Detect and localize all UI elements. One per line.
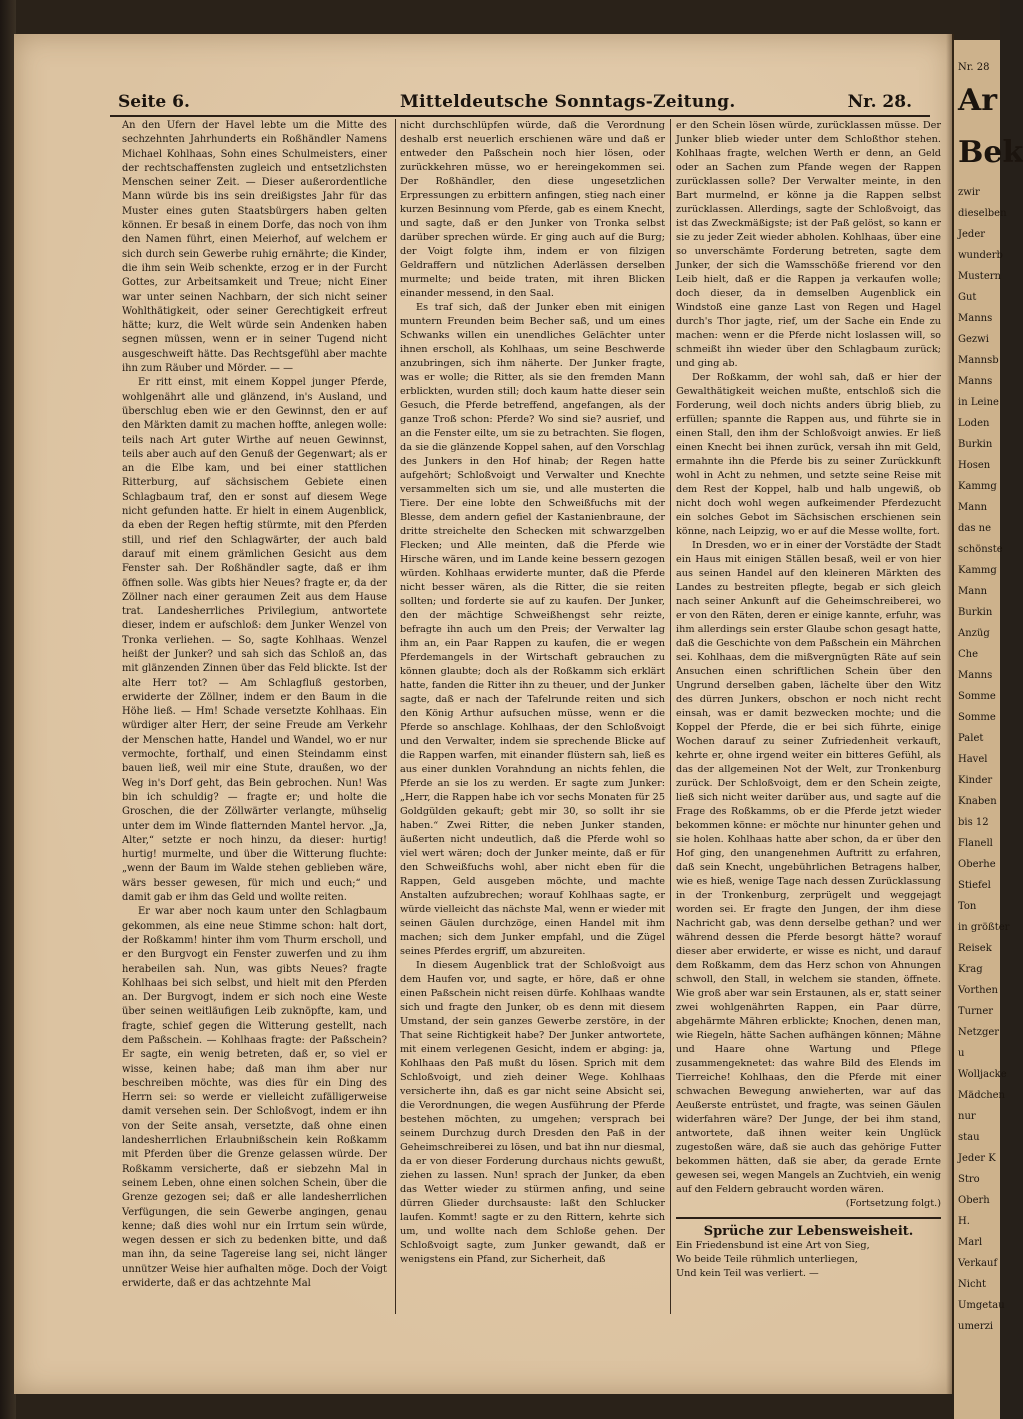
adjacent-page-fragment: Kammg: [958, 565, 997, 576]
adjacent-page-fragment: nur: [958, 1111, 976, 1122]
adjacent-page-fragment: Oberhe: [958, 859, 996, 870]
adjacent-page-fragment: Verkauf: [958, 1258, 998, 1269]
column-divider: [395, 119, 396, 1314]
adjacent-page-fragment: Wolljacke: [958, 1069, 1007, 1080]
adjacent-page-fragment: Mann: [958, 586, 988, 597]
paragraph: Er war aber noch kaum unter den Schlagbaum gekommen, als eine neue Stimme schon: halt dort, der Roßkamm! hinter ihm vom Thurm erscholl, und er den Burgvogt ein Fenster zuwerfen und zu ihm herabeilen sah. Nun, was gibts Neues? fragte Kohlhaas bei sich selbst, und hielt mit den Pferden an. Der Burgvogt, indem er sich noch eine Weste über seinen weitläufigen Leib zuknöpfte, kam, und fragte, schief gegen die Witterung gestellt, nach dem Paßschein. — Kohlhaas fragte: der Paßschein? Er sagte, ein wenig betreten, daß er, so viel er wisse, keinen habe; daß man ihm aber nur beschreiben möchte, was dies für ein Ding des Herrn sei: so werde er vielleicht zufälligerweise damit versehen sein. Der Schloßvogt, indem er ihn von der Seite ansah, versetzte, daß ohne einen landesherrlichen Erlaubnißschein kein Roßkamm mit Pferden über die Grenze gelassen würde. Der Roßkamm versicherte, daß er siebzehn Mal in seinem Leben, ohne einen solchen Schein, über die Grenze gezogen sei; daß er alle landesherrlichen Verfügungen, die sein Gewerbe angingen, genau kenne; daß dies wohl nur ein Irrtum sein würde, wegen dessen er sich zu bedenken bitte, und daß man ihn, da seine Tagereise lang sei, nicht länger unnützer Weise hier aufhalten möge. Doch der Voigt erwiderte, daß er das achtzehnte Mal: [122, 906, 387, 1290]
adjacent-page-fragment: Flanell: [958, 838, 993, 849]
adjacent-page-fragment: Nicht: [958, 1279, 987, 1290]
adjacent-page-fragment: Burkin: [958, 439, 993, 450]
adjacent-page-fragment: u: [958, 1048, 965, 1059]
adjacent-page-fragment: Somme: [958, 712, 996, 723]
paragraph: er den Schein lösen würde, zurücklassen müsse. Der Junker blieb wieder unter dem Schloßthor stehen. Kohlhaas fragte, welchen Werth er denn, an Geld oder an Sachen zum Pfande wegen der Rappen zurücklassen solle? Der Verwalter meinte, in den Bart murmelnd, er könne ja die Rappen selbst zurücklassen. Allerdings, sagte der Schloßvoigt, das ist das Zweckmäßigste; ist der Paß gelöst, so kann er sie zu jeder Zeit wieder abholen. Kohlhaas, über eine so unverschämte Forderung betreten, sagte dem Junker, der sich die Wamsschöße frierend vor den Leib hielt, daß er die Rappen ja verkaufen wolle; doch dieser, da in demselben Augenblick ein Windstoß eine ganze Last von Regen und Hagel durch's Thor jagte, rief, um der Sache ein Ende zu machen: wenn er die Pferde nicht loslassen will, so schmeißt ihn wieder über den Schlagbaum zurück; und ging ab.: [676, 120, 941, 369]
adjacent-page-fragment: Umgetau: [958, 1300, 1005, 1311]
paragraph: Der Roßkamm, der wohl sah, daß er hier der Gewalthätigkeit weichen mußte, entschloß sich die Forderung, weil doch nichts anders übrig blieb, zu erfüllen; spannte die Rappen aus, und führte sie in einen Stall, den ihm der Schloßvoigt anwies. Er ließ einen Knecht bei ihnen zurück, versah ihn mit Geld, ermahnte ihn die Pferde bis zu seiner Zurückkunft wohl in Acht zu nehmen, und setzte seine Reise mit dem Rest der Koppel, halb und halb ungewiß, ob nicht doch wohl wegen aufkeimender Pferdezucht ein solches Gebot im Sächsischen erschienen sein könne, nach Leipzig, wo er auf die Messe wollte, fort.: [676, 372, 941, 537]
text-column-1: [122, 119, 387, 1291]
adjacent-page-fragment: Vorthen: [958, 985, 998, 996]
adjacent-page-fragment: Manns: [958, 313, 993, 324]
paragraph: In Dresden, wo er in einer der Vorstädte der Stadt ein Haus mit einigen Ställen besaß, weil er von hier aus seinen Handel auf den kleineren Märkten des Landes zu bestreiten pflegte, begab er sich gleich nach seiner Ankunft auf die Geheimschreiberei, wo er von den Räten, deren er einige kannte, erfuhr, was ihm allerdings sein erster Glaube schon gesagt hatte, daß die Geschichte von dem Paßschein ein Mährchen sei. Kohlhaas, dem die mißvergnügten Räte auf sein Ansuchen einen schriftlichen Schein über den Ungrund derselben gaben, lächelte über den Witz des dürren Junkers, obschon er noch nicht recht einsah, was er damit bezwecken mochte; und die Koppel der Pferde, die er bei sich führte, einige Wochen darauf zu seiner Zufriedenheit verkauft, kehrte er, ohne irgend weiter ein bitteres Gefühl, als das der allgemeinen Not der Welt, zur Tronkenburg zurück. Der Schloßvoigt, dem er den Schein zeigte, ließ sich nicht weiter darüber aus, und sagte auf die Frage des Roßkamms, ob er die Pferde jetzt wieder bekommen könne: er möchte nur hinunter gehen und sie holen. Kohlhaas hatte aber schon, da er über den Hof ging, den unangenehmen Auftritt zu erfahren, daß sein Knecht, ungebührlichen Betragens halber, wie es hieß, wenige Tage nach dessen Zurücklassung in der Tronkenburg, zerprügelt und weggejagt worden sei. Er fragte den Jungen, der ihm diese Nachricht gab, was denn derselbe gethan? und wer während dessen die Pferde besorgt hätte? worauf dieser aber erwiderte, er wisse es nicht, und darauf dem Roßkamm, dem das Herz schon von Ahnungen schwoll, den Stall, in welchem sie standen, öffnete. Wie groß aber war sein Erstaunen, als er, statt seiner zwei wohlgenährten Rappen, ein Paar dürre, abgehärmte Mähren erblickte; Knochen, denen man, wie Riegeln, hätte Sachen aufhängen können; Mähne und Haare ohne Wartung und Pflege zusammengeknetet: das wahre Bild des Elends im Tierreiche! Kohlhaas, den die Pferde mit einer schwachen Bewegung anwieherten, war auf das Aeußerste entrüstet, und fragte, was seinen Gäulen widerfahren wäre? Der Junge, der bei ihm stand, antwortete, daß ihnen weiter kein Unglück zugestoßen wäre, daß sie auch das gehörige Futter bekommen hätten, daß sie aber, da gerade Ernte gewesen sei, wegen Mangels an Zuchtvieh, ein wenig auf den Feldern gebraucht worden wären.: [676, 540, 941, 1195]
adjacent-page-fragment: H.: [958, 1216, 970, 1227]
adjacent-page-fragment: in Leine: [958, 397, 999, 408]
text-column-2: [400, 119, 665, 1267]
paragraph: In diesem Augenblick trat der Schloßvoigt aus dem Haufen vor, und sagte, er höre, daß er ohne einen Paßschein nicht reisen dürfe. Kohlhaas wandte sich und fragte den Junker, ob es denn mit diesem Umstand, der sein ganzes Gewerbe zerstöre, in der That seine Richtigkeit habe? Der Junker antwortete, mit einem verlegenen Gesicht, indem er abging: ja, Kohlhaas den Paß mußt du lösen. Sprich mit dem Schloßvoigt, und zieh deiner Wege. Kohlhaas versicherte ihn, daß es gar nicht seine Absicht sei, die Verordnungen, die wegen Ausführung der Pferde bestehen möchten, zu umgehen; versprach bei seinem Durchzug durch Dresden den Paß in der Geheimschreiberei zu lösen, und bat ihn nur diesmal, da er von dieser Forderung durchaus nichts gewußt, ziehen zu lassen. Nun! sprach der Junker, da eben das Wetter wieder zu stürmen anfing, und seine dürren Glieder durchsauste: laßt den Schlucker laufen. Kommt! sagte er zu den Rittern, kehrte sich um, und wollte nach dem Schloße gehen. Der Schloßvoigt sagte, zum Junker gewandt, daß er wenigstens ein Pfand, zur Sicherheit, daß: [400, 960, 665, 1265]
adjacent-page-fragment: wunderb: [958, 250, 1003, 261]
section-rule: [676, 1217, 941, 1219]
adjacent-page-fragment: Mustern: [958, 271, 1001, 282]
adjacent-page-fragment: Krag: [958, 964, 983, 975]
adjacent-page-fragment: Knaben: [958, 796, 997, 807]
adjacent-page-fragment: Stro: [958, 1174, 980, 1185]
paragraph: nicht durchschlüpfen würde, daß die Verordnung deshalb erst neuerlich erschienen wäre und daß er entweder den Paßschein noch hier lösen, oder zurückkehren müsse, wo er hereingekommen sei. Der Roßhändler, den diese ungesetzlichen Erpressungen zu erbittern anfingen, stieg nach einer kurzen Besinnung vom Pferde, gab es einem Knecht, und sagte, daß er den Junker von Tronka selbst darüber sprechen würde. Er ging auch auf die Burg; der Voigt folgte ihm, indem er von filzigen Geldraffern und nützlichen Aderlässen derselben murmelte; und beide traten, mit ihren Blicken einander messend, in den Saal.: [400, 120, 665, 299]
adjacent-page-fragment: Loden: [958, 418, 990, 429]
text-column-3: [676, 119, 941, 1281]
adjacent-page-fragment: Kinder: [958, 775, 993, 786]
adjacent-page-fragment: Che: [958, 649, 979, 660]
adjacent-page-fragment: Reisek: [958, 943, 992, 954]
adjacent-page-fragment: Gezwi: [958, 334, 989, 345]
adjacent-page-fragment: schönste: [958, 544, 1003, 555]
sayings-heading: Sprüche zur Lebensweisheit.: [703, 1224, 914, 1239]
adjacent-page-fragment: in größter: [958, 922, 1010, 933]
adjacent-page-fragment: Kammg: [958, 481, 997, 492]
adjacent-page-fragment: zwir: [958, 187, 980, 198]
page-header: [100, 92, 940, 114]
adjacent-page-fragment: Jeder K: [958, 1153, 996, 1164]
page-number: Seite 6.: [118, 92, 190, 112]
adjacent-page-fragment: bis 12: [958, 817, 989, 828]
issue-number: Nr. 28.: [847, 92, 912, 112]
paragraph: Es traf sich, daß der Junker eben mit einigen muntern Freunden beim Becher saß, und um eines Schwanks willen ein unendliches Gelächter unter ihnen erscholl, als Kohlhaas, um seine Beschwerde anzubringen, sich ihm näherte. Der Junker fragte, was er wolle; die Ritter, als sie den fremden Mann erblickten, wurden still; doch kaum hatte dieser sein Gesuch, die Pferde betreffend, angefangen, als der ganze Troß schon: Pferde? Wo sind sie? ausrief, und an die Fenster eilte, um sie zu betrachten. Sie flogen, da sie die glänzende Koppel sahen, auf den Vorschlag des Junkers in den Hof hinab; der Regen hatte aufgehört; Schloßvoigt und Verwalter und Knechte versammelten sich um sie, und alle musterten die Tiere. Der eine lobte den Schweißfuchs mit der Blesse, dem andern gefiel der Kastanienbraune, der dritte streichelte den Schecken mit schwarzgelben Flecken; und Alle meinten, daß die Pferde wie Hirsche wären, und im Lande keine bessern gezogen würden. Kohlhaas erwiderte munter, daß die Pferde nicht besser wären, als die Ritter, die sie reiten sollten; und forderte sie auf zu kaufen. Der Junker, den der mächtige Schweißhengst sehr reizte, befragte ihn auch um den Preis; der Verwalter lag ihm an, ein Paar Rappen zu kaufen, die er wegen Pferdemangels in der Wirtschaft gebrauchen zu können glaubte; doch als der Roßkamm sich erklärt hatte, fanden die Ritter ihn zu theuer, und der Junker sagte, daß er nach der Tafelrunde reiten und sich den König Arthur aufsuchen müsse, wenn er die Pferde so anschlage. Kohlhaas, der den Schloßvoigt und den Verwalter, indem sie sprechende Blicke auf die Rappen warfen, mit einander flüstern sah, ließ es aus einer dunklen Vorahndung an nichts fehlen, die Pferde an sie los zu werden. Er sagte zum Junker: „Herr, die Rappen habe ich vor sechs Monaten für 25 Goldgülden gekauft; gebt mir 30, so sollt ihr sie haben.“ Zwei Ritter, die neben Junker standen, äußerten nicht undeutlich, daß die Pferde wohl so viel wert wären; doch der Junker meinte, daß er für den Schweißfuchs wohl, aber nicht eben für die Rappen, Geld ausgeben möchte, und machte Anstalten aufzubrechen; worauf Kohlhaas sagte, er würde vielleicht das nächste Mal, wenn er wieder mit seinen Gäulen durchzöge, einen Handel mit ihm machen; sich dem Junker empfahl, und die Zügel seines Pferdes ergriff, um abzureiten.: [400, 302, 665, 957]
adjacent-page-fragment: Hosen: [958, 460, 991, 471]
adjacent-page-fragment: Mann: [958, 502, 988, 513]
adjacent-page-fragment: Jeder: [958, 229, 986, 240]
adjacent-page-fragment: Mannsb: [958, 355, 999, 366]
header-rule: [110, 115, 930, 117]
page-edge-shadow: [946, 34, 954, 1394]
column-divider: [670, 119, 671, 1314]
adjacent-page-fragment: Oberh: [958, 1195, 990, 1206]
adjacent-page-fragment: Mädchen: [958, 1090, 1006, 1101]
adjacent-page-fragment: Burkin: [958, 607, 993, 618]
adjacent-page-fragment: Havel: [958, 754, 988, 765]
newspaper-title: Mitteldeutsche Sonntags-Zeitung.: [400, 92, 736, 112]
adjacent-page-fragment: stau: [958, 1132, 980, 1143]
adjacent-page-fragment: Ton: [958, 901, 977, 912]
adjacent-page-fragment: Ar: [958, 83, 998, 118]
saying-line: Und kein Teil was verliert. —: [676, 1268, 819, 1279]
adjacent-page-fragment: Marl: [958, 1237, 983, 1248]
adjacent-page-fragment: Netzger: [958, 1027, 1000, 1038]
adjacent-page-fragment: Somme: [958, 691, 996, 702]
adjacent-page-fragment: Anzüg: [958, 628, 990, 639]
adjacent-page-fragment: umerzi: [958, 1321, 994, 1332]
adjacent-page-fragment: Stiefel: [958, 880, 991, 891]
paragraph: An den Ufern der Havel lebte um die Mitte des sechzehnten Jahrhunderts ein Roßhändler Namens Michael Kohlhaas, Sohn eines Schulmeisters, einer der rechtschaffensten zugleich und entsetzlichsten Menschen seiner Zeit. — Dieser außerordentliche Mann würde bis ins sein dreißigstes Jahr für das Muster eines guten Staatsbürgers haben gelten können. Er besaß in einem Dorfe, das noch von ihm den Namen führt, einen Meierhof, auf welchem er sich durch sein Gewerbe ruhig ernährte; die Kinder, die ihm sein Weib schenkte, erzog er in der Furcht Gottes, zur Arbeitsamkeit und Treue; nicht Einer war unter seinen Nachbarn, der sich nicht seiner Wohlthätigkeit, oder seiner Gerechtigkeit erfreut hätte; kurz, die Welt würde sein Andenken haben segnen müssen, wenn er in seiner Tugend nicht ausgeschweift hätte. Das Rechtsgefühl aber machte ihn zum Räuber und Mörder. — —: [122, 120, 387, 375]
adjacent-page-fragment: Manns: [958, 670, 993, 681]
paragraph: Er ritt einst, mit einem Koppel junger Pferde, wohlgenährt alle und glänzend, in's Ausland, und überschlug eben wie er den Gewinnst, den er auf den Märkten damit zu machen hoffte, anlegen wolle: teils nach Art guter Wirthe auf neuen Gewinnst, teils aber auch auf den Genuß der Gegenwart; als er an die Elbe kam, und bei einer stattlichen Ritterburg, auf sächsischem Gebiete einen Schlagbaum traf, den er sonst auf diesem Wege nicht gefunden hatte. Er hielt in einem Augenblick, da eben der Regen heftig stürmte, mit den Pferden still, und rief den Schlagwärter, der auch bald darauf mit einem grämlichen Gesicht aus dem Fenster sah. Der Roßhändler sagte, daß er ihm öffnen solle. Was gibts hier Neues? fragte er, da der Zöllner nach einer geraumen Zeit aus dem Hause trat. Landesherrliches Privilegium, antwortete dieser, indem er aufschloß: dem Junker Wenzel von Tronka verliehen. — So, sagte Kohlhaas. Wenzel heißt der Junker? und sah sich das Schloß an, das mit glänzenden Zinnen über das Feld blickte. Ist der alte Herr tot? — Am Schlagfluß gestorben, erwiderte der Zöllner, indem er den Baum in die Höhe ließ. — Hm! Schade versetzte Kohlhaas. Ein würdiger alter Herr, der seine Freude am Verkehr der Menschen hatte, Handel und Wandel, wo er nur vermochte, forthalf, und einen Steindamm einst bauen ließ, weil mir eine Stute, draußen, wo der Weg in's Dorf geht, das Bein gebrochen. Nun! Was bin ich schuldig? — fragte er; und holte die Groschen, die der Zöllwärter verlangte, mühselig unter dem im Winde flatternden Mantel hervor. „Ja, Alter,“ setzte er noch hinzu, da dieser: hurtig! hurtig! murmelte, und über die Witterung fluchte: „wenn der Baum im Walde stehen geblieben wäre, wärs besser gewesen, für mich und euch;“ und damit gab er ihm das Geld und wollte reiten.: [122, 377, 387, 904]
adjacent-page-fragment: dieselben: [958, 208, 1007, 219]
continuation-note: (Fortsetzung folgt.): [845, 1198, 941, 1209]
adjacent-page-fragment: Manns: [958, 376, 993, 387]
adjacent-page-fragment: Turner: [958, 1006, 994, 1017]
adjacent-page-fragment: Bek: [958, 135, 1023, 170]
adjacent-page-fragment: Nr. 28: [958, 62, 990, 73]
adjacent-page-fragment: das ne: [958, 523, 992, 534]
saying-line: Ein Friedensbund ist eine Art von Sieg,: [676, 1240, 870, 1251]
adjacent-page-edge: [954, 40, 1023, 1419]
saying-line: Wo beide Teile rühmlich unterliegen,: [676, 1254, 858, 1265]
adjacent-page-fragment: Gut: [958, 292, 977, 303]
adjacent-page-fragment: Palet: [958, 733, 984, 744]
